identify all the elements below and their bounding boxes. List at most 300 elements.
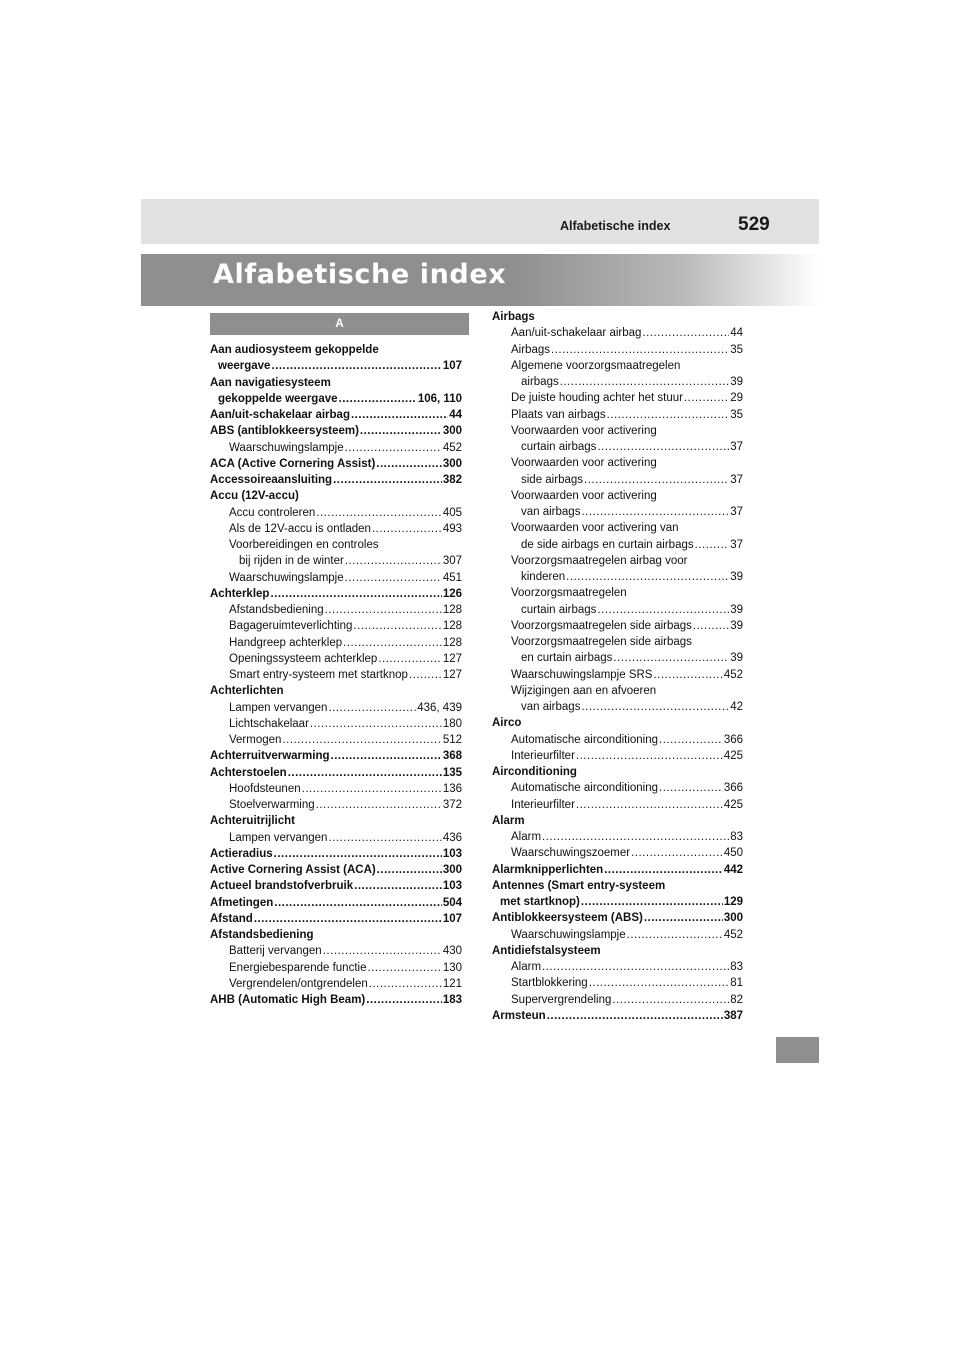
index-entry-page: 430 — [442, 945, 462, 958]
dot-leader — [581, 504, 729, 520]
index-entry — [210, 830, 462, 846]
index-entry-page: 300 — [442, 457, 462, 470]
dot-leader — [644, 910, 723, 926]
index-entry — [210, 375, 462, 391]
index-entry — [492, 797, 743, 813]
index-entry — [492, 423, 743, 439]
index-entry-page: 39 — [730, 619, 743, 632]
index-entry-page: 128 — [442, 636, 462, 649]
index-entry-page: 39 — [730, 603, 743, 616]
index-entry-term: Achterruitverwarming — [210, 750, 330, 763]
index-entry — [492, 585, 743, 601]
index-entry-term: Waarschuwingslampje — [229, 441, 344, 454]
index-entry-term: ABS (antiblokkeersysteem) — [210, 425, 359, 438]
index-entry — [210, 732, 462, 748]
index-entry-term: van airbags — [521, 701, 581, 713]
dot-leader — [354, 878, 442, 894]
index-entry-term: Vermogen — [229, 734, 282, 746]
dot-leader — [653, 667, 722, 683]
dot-leader — [547, 1008, 723, 1024]
index-entry-page: 136 — [442, 782, 462, 795]
dot-leader — [631, 845, 723, 861]
index-entry-page: 452 — [723, 928, 743, 941]
dot-leader — [560, 374, 729, 390]
index-entry — [210, 618, 462, 634]
index-entry-term: de side airbags en curtain airbags — [521, 538, 694, 551]
dot-leader — [328, 830, 441, 846]
index-entry — [210, 635, 462, 651]
index-entry-term: Automatische airconditioning — [511, 782, 659, 795]
index-entry — [210, 570, 462, 586]
index-entry-term: Voorwaarden voor activering van — [511, 522, 679, 535]
index-entry-page: 81 — [730, 977, 743, 990]
index-column-right — [492, 309, 743, 1024]
dot-leader — [339, 391, 417, 407]
index-entry — [492, 845, 743, 861]
index-entry-term: Openingssysteem achterklep — [229, 652, 378, 665]
index-entry-term: Airbags — [492, 311, 535, 323]
index-entry-term: curtain airbags — [521, 603, 597, 616]
index-entry-term: Achteruitrijlicht — [210, 815, 295, 828]
index-entry-page: 405 — [442, 506, 462, 519]
index-entry-page: 106, 110 — [417, 392, 462, 405]
index-entry-term: Voorbereidingen en controles — [229, 539, 379, 551]
index-entry-page: 128 — [442, 620, 462, 633]
index-entry — [210, 700, 462, 716]
index-entry-term: Aan audiosysteem gekoppelde — [210, 344, 379, 356]
index-entry-term: Voorwaarden voor activering — [511, 489, 657, 502]
dot-leader — [597, 602, 729, 618]
dot-leader — [378, 651, 442, 667]
index-entry-term: Hoofdsteunen — [229, 782, 301, 795]
dot-leader — [271, 358, 441, 374]
index-entry — [210, 846, 462, 862]
index-entry-term: Afmetingen — [210, 896, 274, 909]
index-entry — [492, 975, 743, 991]
index-entry-term: Algemene voorzorgsmaatregelen — [511, 359, 681, 372]
index-entry — [210, 407, 462, 423]
index-entry-term: Antennes (Smart entry-systeem — [492, 879, 666, 892]
index-entry-term: Plaats van airbags — [511, 408, 606, 421]
index-entry-term: Alarm — [511, 961, 542, 973]
dot-leader — [323, 943, 442, 959]
index-entry-page: 83 — [730, 961, 743, 973]
index-entry — [492, 504, 743, 520]
index-entry — [492, 618, 743, 634]
index-entry — [210, 781, 462, 797]
index-entry-page: 103 — [442, 880, 462, 893]
dot-leader — [274, 846, 442, 862]
dot-leader — [659, 732, 723, 748]
index-entry — [492, 813, 743, 829]
index-entry — [210, 716, 462, 732]
index-entry-term: Achterklep — [210, 587, 270, 600]
index-entry-term: Vergrendelen/ontgrendelen — [229, 977, 368, 990]
index-entry-term: Voorwaarden voor activering — [511, 457, 657, 470]
dot-leader — [542, 829, 729, 845]
dot-leader — [369, 976, 442, 992]
dot-leader — [581, 699, 729, 715]
index-entry — [492, 715, 743, 731]
index-entry-page: 129 — [723, 896, 743, 908]
dot-leader — [607, 407, 730, 423]
index-entry-page: 436 — [442, 831, 462, 844]
index-entry-page: 83 — [730, 831, 743, 843]
dot-leader — [684, 390, 729, 406]
index-entry-term: Waarschuwingslampje — [229, 571, 344, 584]
index-entry-page: 107 — [442, 360, 462, 373]
index-entry — [492, 325, 743, 341]
index-entry-term: van airbags — [521, 506, 581, 518]
index-entry-term: Handgreep achterklep — [229, 636, 343, 649]
index-entry-page: 450 — [723, 847, 743, 860]
index-entry — [210, 472, 462, 488]
index-entry-page: 512 — [442, 734, 462, 746]
dot-leader — [270, 586, 441, 602]
dot-leader — [254, 911, 442, 927]
index-entry-term: Accu controleren — [229, 506, 316, 519]
dot-leader — [576, 797, 723, 813]
dot-leader — [345, 570, 442, 586]
index-entry-page: 180 — [442, 717, 462, 730]
header-section-title: Alfabetische index — [560, 219, 671, 233]
dot-leader — [372, 521, 442, 537]
chapter-side-tab — [776, 1037, 819, 1063]
index-entry-term: Als de 12V-accu is ontladen — [229, 522, 371, 535]
dot-leader — [409, 667, 442, 683]
dot-leader — [613, 650, 729, 666]
index-entry-term: Energiebesparende functie — [229, 961, 367, 974]
index-entry — [492, 602, 743, 618]
dot-leader — [325, 602, 442, 618]
index-entry-page: 127 — [442, 669, 462, 681]
index-entry-page: 82 — [730, 993, 743, 1006]
index-entry — [492, 829, 743, 845]
index-entry-page: 436, 439 — [417, 701, 462, 714]
dot-leader — [282, 732, 441, 748]
page-title: Alfabetische index — [213, 259, 507, 290]
index-entry-page: 39 — [730, 652, 743, 665]
index-entry-term: Airco — [492, 717, 522, 730]
index-entry — [492, 455, 743, 471]
dot-leader — [345, 553, 442, 569]
dot-leader — [659, 780, 723, 796]
index-entry-term: Afstandsbediening — [210, 929, 314, 941]
index-entry-page: 442 — [723, 863, 743, 876]
index-entry — [492, 358, 743, 374]
dot-leader — [597, 439, 729, 455]
dot-leader — [589, 975, 729, 991]
index-entry-page: 37 — [730, 538, 743, 551]
dot-leader — [367, 960, 441, 976]
index-entry-term: kinderen — [521, 571, 566, 583]
index-entry — [210, 440, 462, 456]
index-entry-term: Wijzigingen aan en afvoeren — [511, 684, 657, 697]
index-entry — [492, 390, 743, 406]
index-entry-page: 37 — [730, 473, 743, 486]
dot-leader — [377, 862, 442, 878]
index-entry-term: Alarm — [511, 831, 542, 843]
index-entry-page: 42 — [730, 701, 743, 713]
index-entry-term: Voorwaarden voor activering — [511, 424, 657, 437]
index-entry-term: Interieurfilter — [511, 749, 575, 762]
index-entry — [210, 358, 462, 374]
index-entry-term: Aan navigatiesysteem — [210, 376, 331, 389]
dot-leader — [353, 618, 441, 634]
index-entry-term: Batterij vervangen — [229, 945, 322, 958]
dot-leader — [316, 797, 442, 813]
index-entry — [210, 651, 462, 667]
index-entry — [492, 959, 743, 975]
dot-leader — [328, 700, 416, 716]
index-entry-term: AHB (Automatic High Beam) — [210, 994, 366, 1006]
dot-leader — [584, 472, 729, 488]
index-entry-term: Bagageruimteverlichting — [229, 620, 353, 633]
dot-leader — [566, 569, 729, 585]
index-entry-page: 504 — [442, 896, 462, 909]
index-entry-page: 372 — [442, 799, 462, 811]
index-entry — [492, 862, 743, 878]
dot-leader — [642, 325, 729, 341]
index-entry-term: airbags — [521, 376, 559, 388]
dot-leader — [345, 440, 442, 456]
index-entry-page: 37 — [730, 441, 743, 453]
index-entry — [210, 456, 462, 472]
index-entry — [210, 765, 462, 781]
index-entry — [210, 927, 462, 943]
index-entry — [210, 976, 462, 992]
index-entry-page: 382 — [442, 474, 462, 486]
index-entry-term: Smart entry-systeem met startknop — [229, 669, 408, 681]
dot-leader — [360, 423, 442, 439]
index-entry — [492, 342, 743, 358]
index-entry — [210, 667, 462, 683]
index-entry-term: bij rijden in de winter — [239, 555, 344, 568]
index-entry — [492, 537, 743, 553]
page-number: 529 — [738, 214, 770, 235]
index-entry — [492, 992, 743, 1008]
index-entry-term: Antidiefstalsysteem — [492, 944, 601, 957]
index-entry — [210, 911, 462, 927]
index-entry — [210, 488, 462, 504]
index-entry-page: 451 — [442, 571, 462, 584]
dot-leader — [604, 862, 723, 878]
index-entry-page: 35 — [730, 408, 743, 421]
index-entry-page: 183 — [442, 994, 462, 1006]
dot-leader — [581, 894, 723, 910]
index-entry-page: 425 — [723, 798, 743, 811]
index-entry-term: weergave — [218, 360, 271, 373]
index-entry — [492, 894, 743, 910]
dot-leader — [695, 537, 730, 553]
dot-leader — [542, 959, 729, 975]
dot-leader — [302, 781, 442, 797]
index-entry-term: Stoelverwarming — [229, 799, 315, 811]
dot-leader — [693, 618, 729, 634]
dot-leader — [331, 748, 442, 764]
index-entry — [210, 537, 462, 553]
index-entry-term: Voorzorgsmaatregelen side airbags — [511, 636, 692, 648]
index-entry-page: 29 — [730, 392, 743, 405]
index-entry — [210, 895, 462, 911]
index-entry — [492, 748, 743, 764]
index-entry — [210, 505, 462, 521]
dot-leader — [316, 505, 442, 521]
dot-leader — [310, 716, 442, 732]
index-entry-term: Actueel brandstofverbruik — [210, 880, 354, 893]
index-entry-term: Lampen vervangen — [229, 831, 328, 844]
page-header-band — [141, 199, 819, 244]
index-entry-page: 107 — [442, 912, 462, 925]
index-entry — [210, 797, 462, 813]
index-entry — [210, 342, 462, 358]
index-entry-page: 366 — [723, 733, 743, 746]
index-entry-term: Accessoireaansluiting — [210, 474, 333, 486]
index-entry-term: Aan/uit-schakelaar airbag — [511, 327, 642, 340]
index-entry-page: 44 — [730, 327, 743, 340]
index-entry-term: Lampen vervangen — [229, 701, 328, 714]
index-entry-term: Waarschuwingslampje — [511, 928, 626, 941]
dot-leader — [351, 407, 448, 423]
dot-leader — [274, 895, 442, 911]
index-entry-page: 39 — [730, 376, 743, 388]
index-entry — [492, 634, 743, 650]
index-entry — [492, 520, 743, 536]
index-entry-page: 300 — [442, 425, 462, 438]
index-entry-term: Interieurfilter — [511, 798, 575, 811]
index-entry — [492, 927, 743, 943]
index-entry — [210, 521, 462, 537]
index-entry-term: Alarm — [492, 814, 525, 827]
index-entry-page: 452 — [723, 668, 743, 681]
index-entry — [492, 780, 743, 796]
index-entry — [210, 553, 462, 569]
index-entry — [210, 992, 462, 1008]
dot-leader — [551, 342, 729, 358]
index-entry-page: 425 — [723, 749, 743, 762]
index-entry-page: 126 — [442, 587, 462, 600]
index-entry-term: Armsteun — [492, 1009, 546, 1022]
index-entry-term: Achterlichten — [210, 685, 284, 698]
dot-leader — [333, 472, 442, 488]
index-entry — [492, 650, 743, 666]
index-entry-term: Active Cornering Assist (ACA) — [210, 864, 376, 876]
index-entry-term: Antiblokkeersysteem (ABS) — [492, 912, 643, 925]
index-entry — [492, 439, 743, 455]
index-entry-term: De juiste houding achter het stuur — [511, 392, 683, 405]
index-entry-term: curtain airbags — [521, 441, 597, 453]
index-entry-page: 300 — [442, 864, 462, 876]
index-entry-term: Actieradius — [210, 847, 273, 860]
index-entry — [492, 374, 743, 390]
index-entry-term: Automatische airconditioning — [511, 733, 659, 746]
index-entry — [210, 391, 462, 407]
index-entry-term: gekoppelde weergave — [218, 392, 338, 405]
index-entry — [210, 748, 462, 764]
dot-leader — [376, 456, 442, 472]
index-entry — [210, 813, 462, 829]
index-entry-term: Supervergrendeling — [511, 993, 612, 1006]
index-entry — [210, 586, 462, 602]
index-entry — [210, 602, 462, 618]
index-entry — [492, 1008, 743, 1024]
index-entry-term: Afstand — [210, 912, 253, 925]
index-entry-term: ACA (Active Cornering Assist) — [210, 457, 376, 470]
index-entry-term: Voorzorgsmaatregelen airbag voor — [511, 554, 688, 567]
index-entry — [492, 472, 743, 488]
index-entry-term: Alarmknipperlichten — [492, 863, 604, 876]
index-entry — [492, 732, 743, 748]
index-entry — [210, 878, 462, 894]
index-entry — [492, 488, 743, 504]
index-entry-term: Voorzorgsmaatregelen — [511, 587, 627, 600]
index-entry-page: 493 — [442, 522, 462, 535]
dot-leader — [288, 765, 442, 781]
index-entry-page: 452 — [442, 441, 462, 454]
index-entry — [492, 878, 743, 894]
index-entry — [210, 960, 462, 976]
index-column-left — [210, 342, 462, 1008]
index-entry-page: 307 — [442, 555, 462, 568]
index-entry — [492, 553, 743, 569]
index-entry — [492, 943, 743, 959]
index-entry-term: met startknop) — [500, 896, 580, 908]
index-entry-page: 130 — [442, 961, 462, 974]
index-entry-page: 135 — [442, 766, 462, 779]
index-entry-term: side airbags — [521, 473, 584, 486]
letter-section-header: A — [210, 313, 469, 335]
dot-leader — [576, 748, 723, 764]
index-entry — [492, 569, 743, 585]
index-entry-term: Waarschuwingslampje SRS — [511, 668, 653, 681]
index-entry-term: Afstandsbediening — [229, 604, 324, 616]
index-entry-term: Startblokkering — [511, 977, 588, 990]
index-entry — [210, 943, 462, 959]
index-entry — [210, 683, 462, 699]
index-entry-term: Lichtschakelaar — [229, 717, 309, 730]
index-entry-page: 300 — [723, 912, 743, 925]
index-entry-page: 121 — [442, 977, 462, 990]
index-entry-term: Airbags — [511, 343, 550, 356]
index-entry — [492, 764, 743, 780]
index-entry — [492, 910, 743, 926]
index-entry-page: 44 — [449, 409, 462, 421]
index-entry-term: Achterstoelen — [210, 766, 287, 779]
index-entry — [492, 667, 743, 683]
index-entry-page: 103 — [442, 847, 462, 860]
index-entry-term: Voorzorgsmaatregelen side airbags — [511, 619, 692, 632]
index-entry-page: 387 — [723, 1009, 743, 1022]
index-entry-term: Accu (12V-accu) — [210, 490, 299, 503]
index-entry — [210, 423, 462, 439]
index-entry-term: Waarschuwingszoemer — [511, 847, 631, 860]
index-entry-page: 128 — [442, 604, 462, 616]
index-entry-page: 366 — [723, 782, 743, 795]
dot-leader — [343, 635, 442, 651]
dot-leader — [612, 992, 729, 1008]
index-entry-term: Airconditioning — [492, 766, 577, 778]
index-entry — [492, 309, 743, 325]
dot-leader — [627, 927, 723, 943]
index-entry-term: Aan/uit-schakelaar airbag — [210, 409, 350, 421]
index-entry-page: 39 — [730, 571, 743, 583]
dot-leader — [366, 992, 442, 1008]
index-entry-page: 37 — [730, 506, 743, 518]
index-entry-page: 35 — [730, 343, 743, 356]
index-entry — [210, 862, 462, 878]
index-entry-term: en curtain airbags — [521, 652, 613, 665]
index-entry — [492, 683, 743, 699]
